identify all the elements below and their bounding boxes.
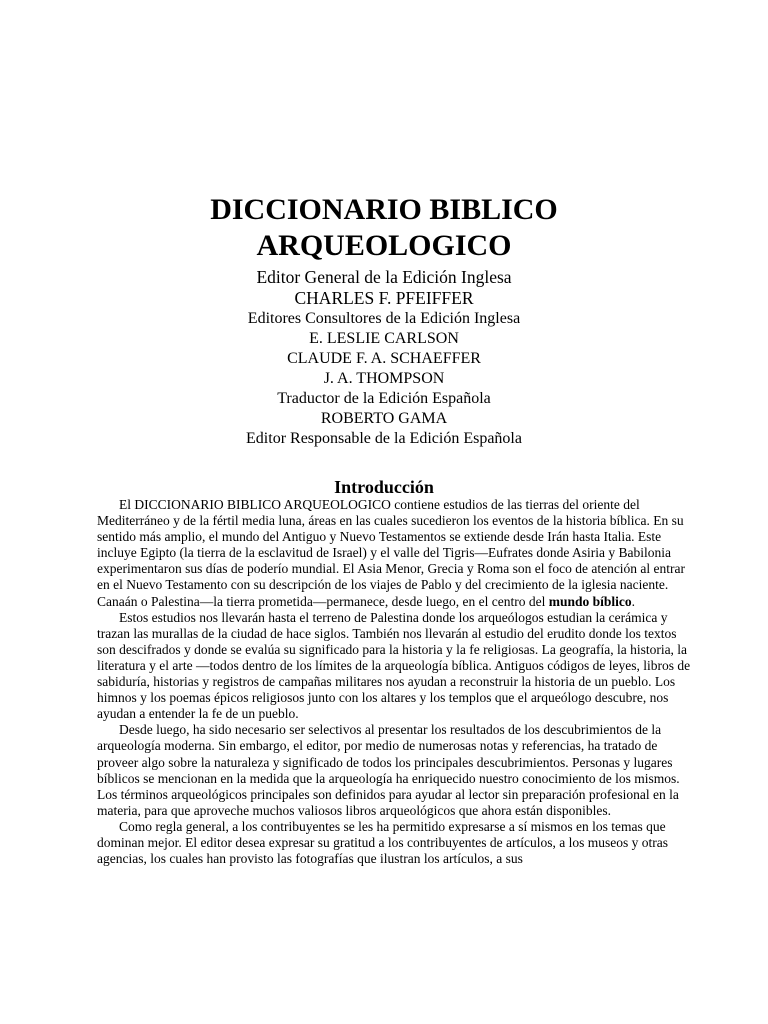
translator-label: Traductor de la Edición Española <box>277 390 491 407</box>
english-general-editor-label: Editor General de la Edición Inglesa <box>256 267 512 287</box>
consulting-editors-label: Editores Consultores de la Edición Inglesa <box>247 310 521 327</box>
paragraph-1-text: El DICCIONARIO BIBLICO ARQUEOLOGICO contiene estudios de las tierras del oriente del Mediterráneo y de la fértil media luna, áreas en las cuales sucedieron los eventos de la historia bíblica. En su sentido más amplio, el mundo del Antiguo y Nuevo Testamentos se extiende desde Irán hasta Italia. Este incluye Egipto (la tierra de la esclavitud de Israel) y el valle del Tigris—Eufrates donde Asiria y Babilonia experimentaron sus días de poderío mundial. El Asia Menor, Grecia y Roma son el foco de atención al entrar en el Nuevo Testamento con su descripción de los viajes de Pablo y del crecimiento de la iglesia naciente. Canaán o Palestina—la tierra prometida—permanece, desde luego, en el centro del <box>97 497 686 609</box>
introduction-paragraph-3: Desde luego, ha sido necesario ser selectivos al presentar los resultados de los descubrimientos de la arqueología moderna. Sin embargo, el editor, por medio de numerosas notas y referencias, ha tratado de proveer algo sobre la naturaleza y significado de todos los principales descubrimientos. Personas y lugares bíblicos se mencionan en la medida que la arqueología ha enriquecido nuestro conocimiento de los mismos. Los términos arqueológicos principales son definidos para ayudar al lector sin preparación profesional en la materia, para que aproveche muchos valiosos libros arqueológicos que ahora están disponibles. <box>97 722 680 818</box>
introduction-paragraph-1 <box>97 497 697 610</box>
spanish-editor-label: Editor Responsable de la Edición Española <box>246 430 522 447</box>
title-block <box>0 192 768 449</box>
title-line-2: ARQUEOLOGICO <box>256 229 512 262</box>
consulting-editor-3: J. A. THOMPSON <box>323 370 445 387</box>
paragraph-1-end: . <box>631 593 635 609</box>
introduction-body <box>97 497 697 867</box>
translator-name: ROBERTO GAMA <box>320 410 448 427</box>
consulting-editor-2: CLAUDE F. A. SCHAEFFER <box>287 350 481 367</box>
introduction-heading: Introducción <box>334 477 434 497</box>
title-line-1: DICCIONARIO BIBLICO <box>210 193 558 226</box>
english-general-editor-name: CHARLES F. PFEIFFER <box>294 288 474 308</box>
consulting-editor-1: E. LESLIE CARLSON <box>309 330 459 347</box>
paragraph-1-bold-term: mundo bíblico <box>548 593 632 609</box>
introduction-paragraph-2: Estos estudios nos llevarán hasta el terreno de Palestina donde los arqueólogos estudian la cerámica y trazan las murallas de la ciudad de hace siglos. También nos llevarán al estudio del erudito donde los textos son descifrados y donde se evalúa su significado para la historia y la fe religiosas. La geografía, la historia, la literatura y el arte —todos dentro de los límites de la arqueología bíblica. Antiguos códigos de leyes, libros de sabiduría, historias y registros de campañas militares nos ayudan a reconstruir la historia de un pueblo. Los himnos y los poemas épicos religiosos junto con los altares y los templos que el arqueólogo descubre, nos ayudan a entender la fe de un pueblo. <box>97 609 691 722</box>
introduction-paragraph-4: Como regla general, a los contribuyentes se les ha permitido expresarse a sí mismos en los temas que dominan mejor. El editor desea expresar su gratitud a los contribuyentes de artículos, a los museos y otras agencias, los cuales han provisto las fotografías que ilustran los artículos, a sus <box>97 818 668 867</box>
